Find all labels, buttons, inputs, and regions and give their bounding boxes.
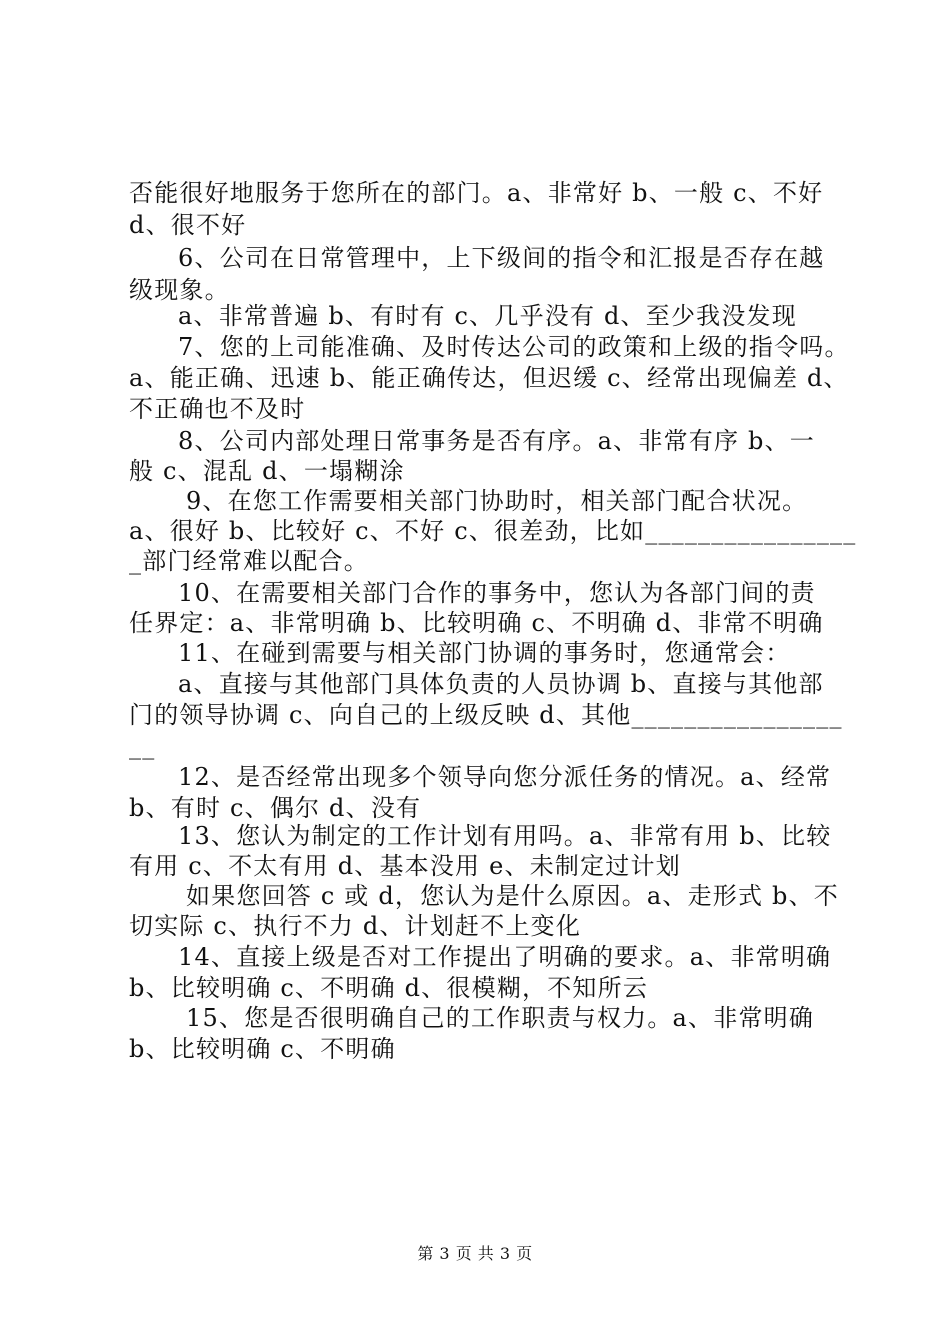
text-line: 11、在碰到需要与相关部门协调的事务时，您通常会： (178, 639, 791, 667)
text-line: 14、直接上级是否对工作提出了明确的要求。a、非常明确 (178, 943, 832, 971)
text-line: 15、您是否很明确自己的工作职责与权力。a、非常明确 (186, 1004, 815, 1032)
text-line: b、比较明确 c、不明确 d、很模糊，不知所云 (129, 974, 649, 1002)
text-line: 不正确也不及时 (129, 395, 306, 423)
text-line: 10、在需要相关部门合作的事务中，您认为各部门间的责 (178, 579, 816, 607)
text-line: b、有时 c、偶尔 d、没有 (129, 794, 422, 822)
text-line: a、很好 b、比较好 c、不好 c、很差劲，比如________________ (129, 517, 857, 545)
text-line: 6、公司在日常管理中，上下级间的指令和汇报是否存在越 (178, 244, 825, 272)
text-line: 9、在您工作需要相关部门协助时，相关部门配合状况。 (186, 487, 808, 515)
text-line: 任界定：a、非常明确 b、比较明确 c、不明确 d、非常不明确 (129, 609, 824, 637)
text-line: 门的领导协调 c、向自己的上级反映 d、其他________________ (129, 701, 843, 729)
text-line: 如果您回答 c 或 d，您认为是什么原因。a、走形式 b、不 (186, 882, 839, 910)
text-line: 13、您认为制定的工作计划有用吗。a、非常有用 b、比较 (178, 822, 832, 850)
text-line: 8、公司内部处理日常事务是否有序。a、非常有序 b、一 (178, 427, 815, 455)
page-number-footer: 第 3 页 共 3 页 (417, 1244, 533, 1263)
text-line: d、很不好 (129, 211, 247, 239)
text-line: 切实际 c、执行不力 d、计划赶不上变化 (129, 912, 582, 940)
text-line: b、比较明确 c、不明确 (129, 1035, 396, 1063)
text-line: _部门经常难以配合。 (129, 547, 369, 575)
text-line: 7、您的上司能准确、及时传达公司的政策和上级的指令吗。 (178, 333, 850, 361)
text-line: 般 c、混乱 d、一塌糊涂 (129, 457, 405, 485)
text-line: 12、是否经常出现多个领导向您分派任务的情况。a、经常 (178, 763, 832, 791)
text-line: 有用 c、不太有用 d、基本没用 e、未制定过计划 (129, 852, 681, 880)
text-line: a、非常普遍 b、有时有 c、几乎没有 d、至少我没发现 (178, 302, 797, 330)
text-line: 级现象。 (129, 276, 230, 304)
text-line: __ (129, 732, 156, 760)
text-line: a、能正确、迅速 b、能正确传达，但迟缓 c、经常出现偏差 d、 (129, 364, 849, 392)
text-line: a、直接与其他部门具体负责的人员协调 b、直接与其他部 (178, 670, 824, 698)
text-line: 否能很好地服务于您所在的部门。a、非常好 b、一般 c、不好 (129, 179, 824, 207)
